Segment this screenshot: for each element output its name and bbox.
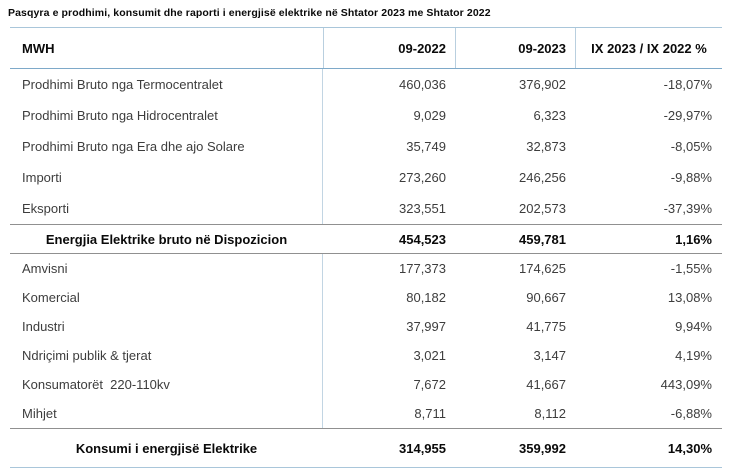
value-09-2022: 80,182 [406, 290, 446, 305]
value-09-2022: 8,711 [414, 406, 446, 421]
row-label: Amvisni [10, 254, 323, 283]
value-change-pct: 9,94% [675, 319, 712, 334]
value-09-2023: 8,112 [534, 406, 566, 421]
value-09-2022: 35,749 [406, 139, 446, 154]
value-change-pct: 443,09% [660, 377, 712, 392]
value-change-pct: -1,55% [670, 261, 712, 276]
table-row-termocentralet [10, 69, 722, 100]
value-09-2022: 460,036 [399, 77, 446, 92]
value-09-2022: 3,021 [413, 348, 446, 363]
value-09-2023: 376,902 [519, 77, 566, 92]
row-label: Prodhimi Bruto nga Termocentralet [10, 69, 323, 100]
table-row-konsumatoret-220-110kv [10, 370, 722, 399]
value-09-2022: 314,955 [399, 440, 446, 456]
energy-balance-table [10, 27, 722, 468]
value-change-pct: -29,97% [663, 108, 712, 123]
value-09-2022: 323,551 [399, 201, 446, 216]
row-label: Mihjet [10, 399, 323, 428]
value-09-2023: 359,992 [519, 440, 566, 456]
row-label: Eksporti [10, 193, 323, 224]
page-title: Pasqyra e prodhimi, konsumit dhe raporti i energjisë elektrike në Shtator 2023 me Shtator 2022 [8, 7, 491, 19]
row-label: Importi [10, 162, 323, 193]
table-total-row-bruto-dispozicion [10, 224, 722, 254]
table-row-mihjet [10, 399, 722, 428]
value-change-pct: 4,19% [675, 348, 712, 363]
table-row-amvisni [10, 254, 722, 283]
column-header-mwh: MWH [22, 40, 55, 56]
value-change-pct: 14,30% [667, 440, 712, 456]
value-09-2022: 9,029 [413, 108, 446, 123]
table-row-importi [10, 162, 722, 193]
value-09-2023: 32,873 [526, 139, 566, 154]
value-09-2022: 7,672 [413, 377, 446, 392]
table-total-row-konsumi [10, 428, 722, 467]
table-header-row [10, 27, 722, 69]
column-header-09-2023: 09-2023 [455, 28, 575, 68]
row-label: Prodhimi Bruto nga Hidrocentralet [10, 100, 323, 131]
row-label: Komercial [10, 283, 323, 312]
table-row-komercial [10, 283, 722, 312]
value-09-2023: 41,775 [526, 319, 566, 334]
value-09-2022: 37,997 [406, 319, 446, 334]
table-row-eksporti [10, 193, 722, 224]
value-09-2023: 459,781 [519, 231, 566, 247]
table-row-era-solare [10, 131, 722, 162]
row-label: Prodhimi Bruto nga Era dhe ajo Solare [10, 131, 323, 162]
value-09-2023: 3,147 [533, 348, 566, 363]
value-change-pct: -9,88% [670, 170, 712, 185]
value-change-pct: -18,07% [663, 77, 712, 92]
row-label: Ndriçimi publik & tjerat [10, 341, 323, 370]
column-header-09-2022: 09-2022 [323, 28, 455, 68]
row-label: Konsumatorët 220-110kv [10, 370, 323, 399]
value-09-2023: 41,667 [526, 377, 566, 392]
value-09-2022: 177,373 [399, 261, 446, 276]
total-row-label: Energjia Elektrike bruto në Dispozicion [45, 231, 288, 247]
value-09-2023: 246,256 [519, 170, 566, 185]
table-row-industri [10, 312, 722, 341]
value-change-pct: 13,08% [667, 290, 712, 305]
column-header-ratio: IX 2023 / IX 2022 % [575, 28, 722, 68]
value-change-pct: -6,88% [670, 406, 712, 421]
value-change-pct: 1,16% [675, 231, 712, 247]
value-change-pct: -8,05% [670, 139, 712, 154]
value-09-2023: 174,625 [519, 261, 566, 276]
row-label: Industri [10, 312, 323, 341]
value-09-2023: 6,323 [533, 108, 566, 123]
table-row-hidrocentralet [10, 100, 722, 131]
table-row-ndricimi-publik [10, 341, 722, 370]
value-change-pct: -37,39% [663, 201, 712, 216]
value-09-2023: 202,573 [519, 201, 566, 216]
total-row-label: Konsumi i energjisë Elektrike [75, 440, 258, 456]
value-09-2023: 90,667 [526, 290, 566, 305]
value-09-2022: 454,523 [399, 231, 446, 247]
value-09-2022: 273,260 [399, 170, 446, 185]
